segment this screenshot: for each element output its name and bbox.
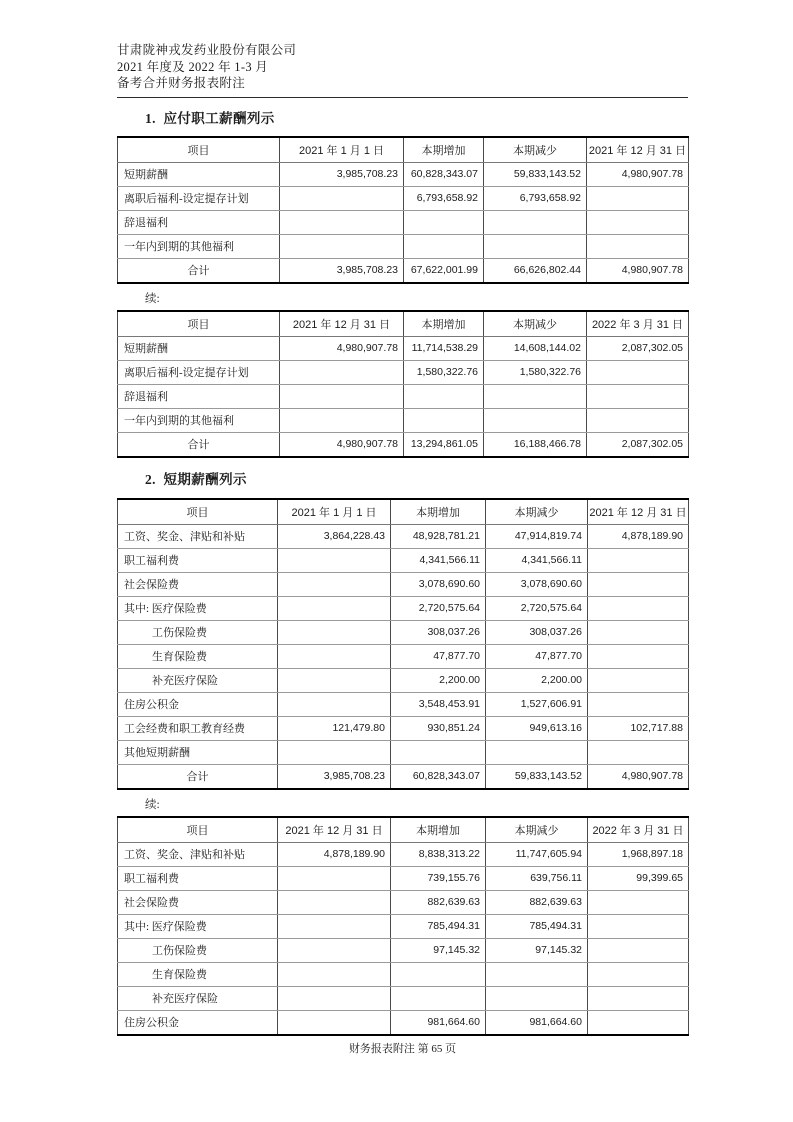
value-cell: 3,548,453.91	[391, 692, 486, 716]
table-header-row	[118, 311, 689, 337]
employee-compensation-table-2022q1	[117, 310, 689, 458]
column-header: 2022 年 3 月 31 日	[587, 311, 689, 337]
value-cell	[278, 548, 391, 572]
continuation-label: 续:	[145, 798, 160, 811]
value-cell: 2,087,302.05	[587, 336, 689, 360]
item-cell: 补充医疗保险	[118, 986, 278, 1010]
table-header-row	[118, 817, 689, 843]
value-cell: 3,985,708.23	[278, 764, 391, 789]
value-cell: 882,639.63	[486, 890, 588, 914]
table-row	[118, 234, 689, 258]
section-1-heading: 1. 应付职工薪酬列示	[145, 110, 275, 126]
table-header-row	[118, 499, 689, 525]
column-header: 本期增加	[391, 817, 486, 843]
value-cell	[278, 692, 391, 716]
value-cell: 4,878,189.90	[278, 842, 391, 866]
value-cell	[278, 596, 391, 620]
value-cell	[484, 408, 587, 432]
value-cell: 739,155.76	[391, 866, 486, 890]
table-row	[118, 186, 689, 210]
value-cell	[280, 408, 404, 432]
value-cell	[587, 384, 689, 408]
value-cell: 102,717.88	[588, 716, 689, 740]
value-cell: 4,878,189.90	[588, 524, 689, 548]
value-cell	[280, 234, 404, 258]
column-header: 项目	[118, 311, 280, 337]
table-row	[118, 408, 689, 432]
continuation-label: 续:	[145, 292, 160, 305]
table-row	[118, 162, 689, 186]
value-cell	[278, 986, 391, 1010]
table-row	[118, 384, 689, 408]
document-title: 备考合并财务报表附注	[117, 76, 246, 90]
value-cell: 308,037.26	[486, 620, 588, 644]
value-cell: 785,494.31	[391, 914, 486, 938]
column-header: 本期减少	[486, 499, 588, 525]
table-row	[118, 572, 689, 596]
table-row	[118, 962, 689, 986]
item-cell: 生育保险费	[118, 644, 278, 668]
value-cell	[588, 620, 689, 644]
value-cell	[486, 962, 588, 986]
column-header: 2021 年 12 月 31 日	[587, 137, 689, 163]
value-cell: 16,188,466.78	[484, 432, 587, 457]
value-cell: 3,864,228.43	[278, 524, 391, 548]
table-row	[118, 740, 689, 764]
column-header: 项目	[118, 137, 280, 163]
column-header: 2021 年 12 月 31 日	[588, 499, 689, 525]
item-cell: 生育保险费	[118, 962, 278, 986]
value-cell: 308,037.26	[391, 620, 486, 644]
column-header: 本期减少	[484, 311, 587, 337]
value-cell	[404, 408, 484, 432]
value-cell: 11,747,605.94	[486, 842, 588, 866]
value-cell: 2,087,302.05	[587, 432, 689, 457]
column-header: 本期减少	[484, 137, 587, 163]
item-cell: 工会经费和职工教育经费	[118, 716, 278, 740]
table-row	[118, 914, 689, 938]
value-cell	[278, 938, 391, 962]
item-cell: 一年内到期的其他福利	[118, 408, 280, 432]
value-cell: 2,200.00	[391, 668, 486, 692]
value-cell: 6,793,658.92	[404, 186, 484, 210]
value-cell: 4,980,907.78	[588, 764, 689, 789]
column-header: 本期增加	[404, 311, 484, 337]
table-row	[118, 842, 689, 866]
column-header: 本期增加	[404, 137, 484, 163]
column-header: 2021 年 1 月 1 日	[278, 499, 391, 525]
value-cell	[484, 234, 587, 258]
value-cell	[588, 668, 689, 692]
value-cell: 2,720,575.64	[486, 596, 588, 620]
column-header: 项目	[118, 817, 278, 843]
value-cell: 66,626,802.44	[484, 258, 587, 283]
item-cell: 短期薪酬	[118, 162, 280, 186]
value-cell: 1,527,606.91	[486, 692, 588, 716]
value-cell	[278, 1010, 391, 1035]
table-header-row	[118, 137, 689, 163]
value-cell: 13,294,861.05	[404, 432, 484, 457]
item-cell: 住房公积金	[118, 692, 278, 716]
value-cell: 1,580,322.76	[484, 360, 587, 384]
value-cell	[280, 384, 404, 408]
value-cell: 4,980,907.78	[587, 258, 689, 283]
item-cell: 社会保险费	[118, 890, 278, 914]
value-cell: 882,639.63	[391, 890, 486, 914]
value-cell: 60,828,343.07	[391, 764, 486, 789]
value-cell	[404, 384, 484, 408]
item-cell: 辞退福利	[118, 384, 280, 408]
value-cell	[391, 962, 486, 986]
value-cell: 4,341,566.11	[486, 548, 588, 572]
item-cell: 短期薪酬	[118, 336, 280, 360]
value-cell: 981,664.60	[486, 1010, 588, 1035]
value-cell: 4,341,566.11	[391, 548, 486, 572]
value-cell	[587, 408, 689, 432]
value-cell: 11,714,538.29	[404, 336, 484, 360]
item-cell: 补充医疗保险	[118, 668, 278, 692]
item-cell: 住房公积金	[118, 1010, 278, 1035]
table-row	[118, 986, 689, 1010]
section-2-heading: 2. 短期薪酬列示	[145, 471, 247, 487]
value-cell: 639,756.11	[486, 866, 588, 890]
value-cell: 785,494.31	[486, 914, 588, 938]
item-cell: 其他短期薪酬	[118, 740, 278, 764]
column-header: 项目	[118, 499, 278, 525]
item-cell: 其中: 医疗保险费	[118, 596, 278, 620]
table-row	[118, 1010, 689, 1035]
value-cell	[278, 962, 391, 986]
column-header: 2021 年 12 月 31 日	[278, 817, 391, 843]
total-row	[118, 432, 689, 457]
value-cell: 97,145.32	[391, 938, 486, 962]
value-cell: 4,980,907.78	[280, 336, 404, 360]
value-cell	[278, 890, 391, 914]
value-cell	[278, 866, 391, 890]
value-cell: 949,613.16	[486, 716, 588, 740]
value-cell: 3,985,708.23	[280, 162, 404, 186]
value-cell: 47,914,819.74	[486, 524, 588, 548]
table-row	[118, 620, 689, 644]
value-cell: 6,793,658.92	[484, 186, 587, 210]
value-cell	[588, 914, 689, 938]
value-cell	[278, 620, 391, 644]
value-cell	[278, 572, 391, 596]
item-cell: 其中: 医疗保险费	[118, 914, 278, 938]
value-cell	[587, 360, 689, 384]
column-header: 2022 年 3 月 31 日	[588, 817, 689, 843]
value-cell	[278, 740, 391, 764]
value-cell: 60,828,343.07	[404, 162, 484, 186]
value-cell: 99,399.65	[588, 866, 689, 890]
total-row	[118, 764, 689, 789]
value-cell	[486, 740, 588, 764]
item-cell: 工伤保险费	[118, 938, 278, 962]
item-cell: 职工福利费	[118, 866, 278, 890]
table-row	[118, 210, 689, 234]
value-cell: 3,078,690.60	[486, 572, 588, 596]
table-row	[118, 866, 689, 890]
value-cell	[391, 740, 486, 764]
total-row	[118, 258, 689, 283]
value-cell: 4,980,907.78	[280, 432, 404, 457]
item-cell: 合计	[118, 258, 280, 283]
item-cell: 合计	[118, 764, 278, 789]
item-cell: 工伤保险费	[118, 620, 278, 644]
table-row	[118, 336, 689, 360]
value-cell	[588, 596, 689, 620]
table-row	[118, 360, 689, 384]
value-cell	[588, 986, 689, 1010]
item-cell: 辞退福利	[118, 210, 280, 234]
value-cell	[587, 210, 689, 234]
value-cell: 48,928,781.21	[391, 524, 486, 548]
table-row	[118, 938, 689, 962]
item-cell: 离职后福利-设定提存计划	[118, 186, 280, 210]
value-cell: 47,877.70	[486, 644, 588, 668]
value-cell	[588, 572, 689, 596]
document-header	[117, 42, 688, 92]
value-cell	[404, 234, 484, 258]
table-row	[118, 596, 689, 620]
value-cell: 59,833,143.52	[484, 162, 587, 186]
value-cell: 97,145.32	[486, 938, 588, 962]
value-cell	[280, 210, 404, 234]
value-cell: 981,664.60	[391, 1010, 486, 1035]
value-cell: 59,833,143.52	[486, 764, 588, 789]
short-term-compensation-table-2021	[117, 498, 689, 790]
value-cell: 2,200.00	[486, 668, 588, 692]
table-row	[118, 668, 689, 692]
table-row	[118, 890, 689, 914]
table-row	[118, 524, 689, 548]
value-cell: 1,580,322.76	[404, 360, 484, 384]
value-cell	[280, 360, 404, 384]
value-cell: 67,622,001.99	[404, 258, 484, 283]
value-cell: 4,980,907.78	[587, 162, 689, 186]
value-cell	[404, 210, 484, 234]
column-header: 本期增加	[391, 499, 486, 525]
value-cell: 3,078,690.60	[391, 572, 486, 596]
value-cell: 2,720,575.64	[391, 596, 486, 620]
table-row	[118, 644, 689, 668]
item-cell: 合计	[118, 432, 280, 457]
value-cell	[587, 186, 689, 210]
value-cell	[588, 740, 689, 764]
table-row	[118, 716, 689, 740]
value-cell: 47,877.70	[391, 644, 486, 668]
value-cell	[588, 962, 689, 986]
value-cell	[278, 914, 391, 938]
page-content	[117, 42, 688, 1036]
value-cell	[588, 692, 689, 716]
value-cell	[484, 210, 587, 234]
value-cell: 3,985,708.23	[280, 258, 404, 283]
value-cell: 8,838,313.22	[391, 842, 486, 866]
report-period: 2021 年度及 2022 年 1-3 月	[117, 59, 269, 74]
item-cell: 工资、奖金、津贴和补贴	[118, 842, 278, 866]
short-term-compensation-table-2022q1	[117, 816, 689, 1036]
page-footer: 财务报表附注 第 65 页	[348, 1043, 457, 1055]
value-cell: 121,479.80	[278, 716, 391, 740]
value-cell	[280, 186, 404, 210]
value-cell: 14,608,144.02	[484, 336, 587, 360]
value-cell	[588, 938, 689, 962]
item-cell: 职工福利费	[118, 548, 278, 572]
value-cell	[278, 668, 391, 692]
item-cell: 社会保险费	[118, 572, 278, 596]
value-cell	[588, 548, 689, 572]
table-row	[118, 548, 689, 572]
item-cell: 离职后福利-设定提存计划	[118, 360, 280, 384]
value-cell: 930,851.24	[391, 716, 486, 740]
item-cell: 一年内到期的其他福利	[118, 234, 280, 258]
header-divider	[117, 97, 688, 98]
employee-compensation-table-2021	[117, 136, 689, 284]
column-header: 本期减少	[486, 817, 588, 843]
value-cell	[391, 986, 486, 1010]
value-cell: 1,968,897.18	[588, 842, 689, 866]
value-cell	[486, 986, 588, 1010]
item-cell: 工资、奖金、津贴和补贴	[118, 524, 278, 548]
company-name: 甘肃陇神戎发药业股份有限公司	[117, 43, 297, 57]
table-row	[118, 692, 689, 716]
value-cell	[278, 644, 391, 668]
value-cell	[484, 384, 587, 408]
value-cell	[587, 234, 689, 258]
column-header: 2021 年 1 月 1 日	[280, 137, 404, 163]
value-cell	[588, 890, 689, 914]
value-cell	[588, 1010, 689, 1035]
value-cell	[588, 644, 689, 668]
column-header: 2021 年 12 月 31 日	[280, 311, 404, 337]
